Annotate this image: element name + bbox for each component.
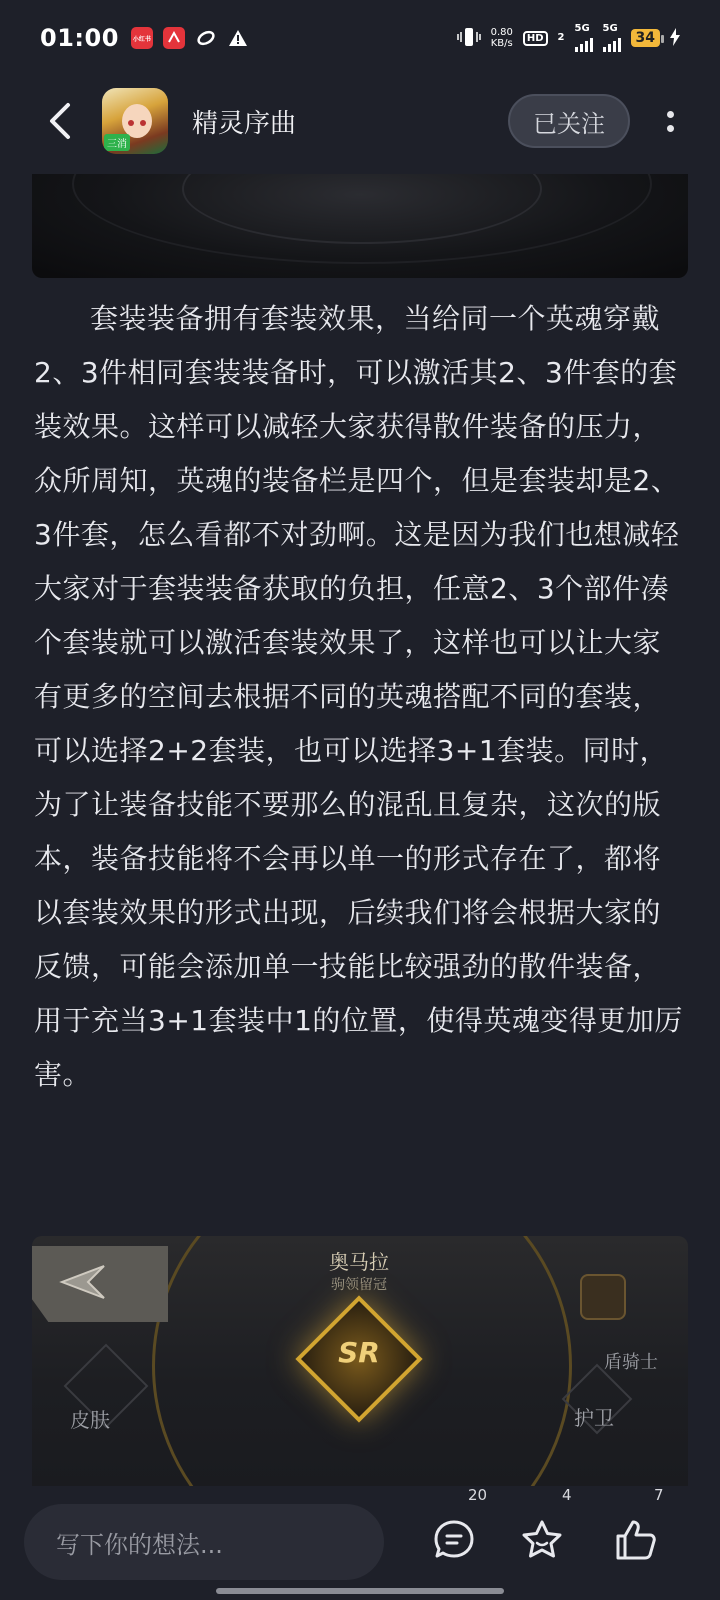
net-speed-value: 0.80: [490, 27, 513, 38]
follow-button[interactable]: 已关注: [508, 94, 630, 148]
status-time: 01:00: [40, 24, 119, 52]
comment-icon: [432, 1518, 476, 1562]
charging-icon: [670, 28, 680, 49]
back-button[interactable]: [30, 91, 90, 151]
signal-bars-icon: [575, 34, 593, 52]
sim2-label: 5G: [602, 23, 618, 34]
more-dot-icon: [667, 111, 674, 118]
hd-icon: [523, 31, 548, 46]
more-options-button[interactable]: [648, 91, 692, 151]
game-skin-label: 皮肤: [70, 1408, 110, 1432]
sim2-signal: [603, 24, 621, 52]
game-hero-title: 驹领留冠: [331, 1277, 387, 1293]
game-avatar[interactable]: [102, 88, 168, 154]
battery-indicator: 34: [631, 29, 660, 47]
vibrate-icon: [457, 26, 481, 51]
status-indicators: [457, 24, 680, 52]
comment-count: 20: [468, 1486, 488, 1504]
favorite-button[interactable]: [512, 1510, 572, 1570]
net-speed-unit: KB/s: [490, 38, 513, 49]
xiaohongshu-icon: 小红书: [131, 27, 153, 49]
favorite-count: 4: [562, 1486, 572, 1504]
sim1-signal: [575, 24, 593, 52]
game-back-icon: [32, 1246, 168, 1322]
avatar-face: [122, 104, 152, 138]
post-image-top[interactable]: [32, 174, 688, 278]
game-title[interactable]: 精灵序曲: [192, 108, 297, 139]
sim1-label: 5G: [574, 23, 590, 34]
game-knight-label: 盾骑士: [604, 1352, 658, 1373]
post-content[interactable]: [0, 174, 720, 1486]
thumbs-up-icon: [613, 1518, 659, 1562]
game-hero-name: 奥马拉: [329, 1250, 389, 1274]
game-rank-label: SR: [338, 1336, 380, 1369]
more-dot-icon: [667, 125, 674, 132]
avatar-eye: [128, 120, 134, 126]
hd-label: HD: [526, 32, 544, 44]
home-indicator[interactable]: [216, 1588, 504, 1594]
app-red-icon: [163, 27, 185, 49]
like-button[interactable]: [606, 1510, 666, 1570]
app-link-icon: [195, 27, 217, 49]
star-icon: [519, 1518, 565, 1562]
status-app-icons: [131, 27, 249, 49]
hd-sub: 2: [557, 32, 565, 43]
avatar-badge: 三消: [104, 134, 130, 151]
comment-input[interactable]: 写下你的想法...: [24, 1504, 384, 1580]
article-paragraph: 套装装备拥有套装效果，当给同一个英魂穿戴2、3件相同套装装备时，可以激活其2、3件套的套装效果。这样可以减轻大家获得散件装备的压力，众所周知，英魂的装备栏是四个，但是套装却是2、3件套，怎么看都不对劲啊。这是因为我们也想减轻大家对于套装装备获取的负担，任意2、3个部件凑个套装就可以激活套装效果了，这样也可以让大家有更多的空间去根据不同的英魂搭配不同的套装，可以选择2+2套装，也可以选择3+1套装。同时，为了让装备技能不要那么的混乱且复杂，这次的版本，装备技能将不会再以单一的形式存在了，都将以套装效果的形式出现，后续我们将会根据大家的反馈，可能会添加单一技能比较强劲的散件装备，用于充当3+1套装中1的位置，使得英魂变得更加厉害。: [34, 302, 683, 1091]
game-shield-icon: [580, 1274, 626, 1320]
net-speed: [491, 27, 513, 49]
post-image-game-screenshot[interactable]: [32, 1236, 688, 1486]
status-bar: [0, 0, 720, 76]
bottom-action-bar: [0, 1486, 720, 1600]
post-header: [0, 76, 720, 166]
back-arrow-icon: [46, 101, 74, 141]
avatar-eye: [140, 120, 146, 126]
game-guard-label: 护卫: [574, 1406, 614, 1430]
warning-icon: [227, 27, 249, 49]
like-count: 7: [654, 1486, 664, 1504]
comment-button[interactable]: [424, 1510, 484, 1570]
signal-bars-icon: [603, 34, 621, 52]
